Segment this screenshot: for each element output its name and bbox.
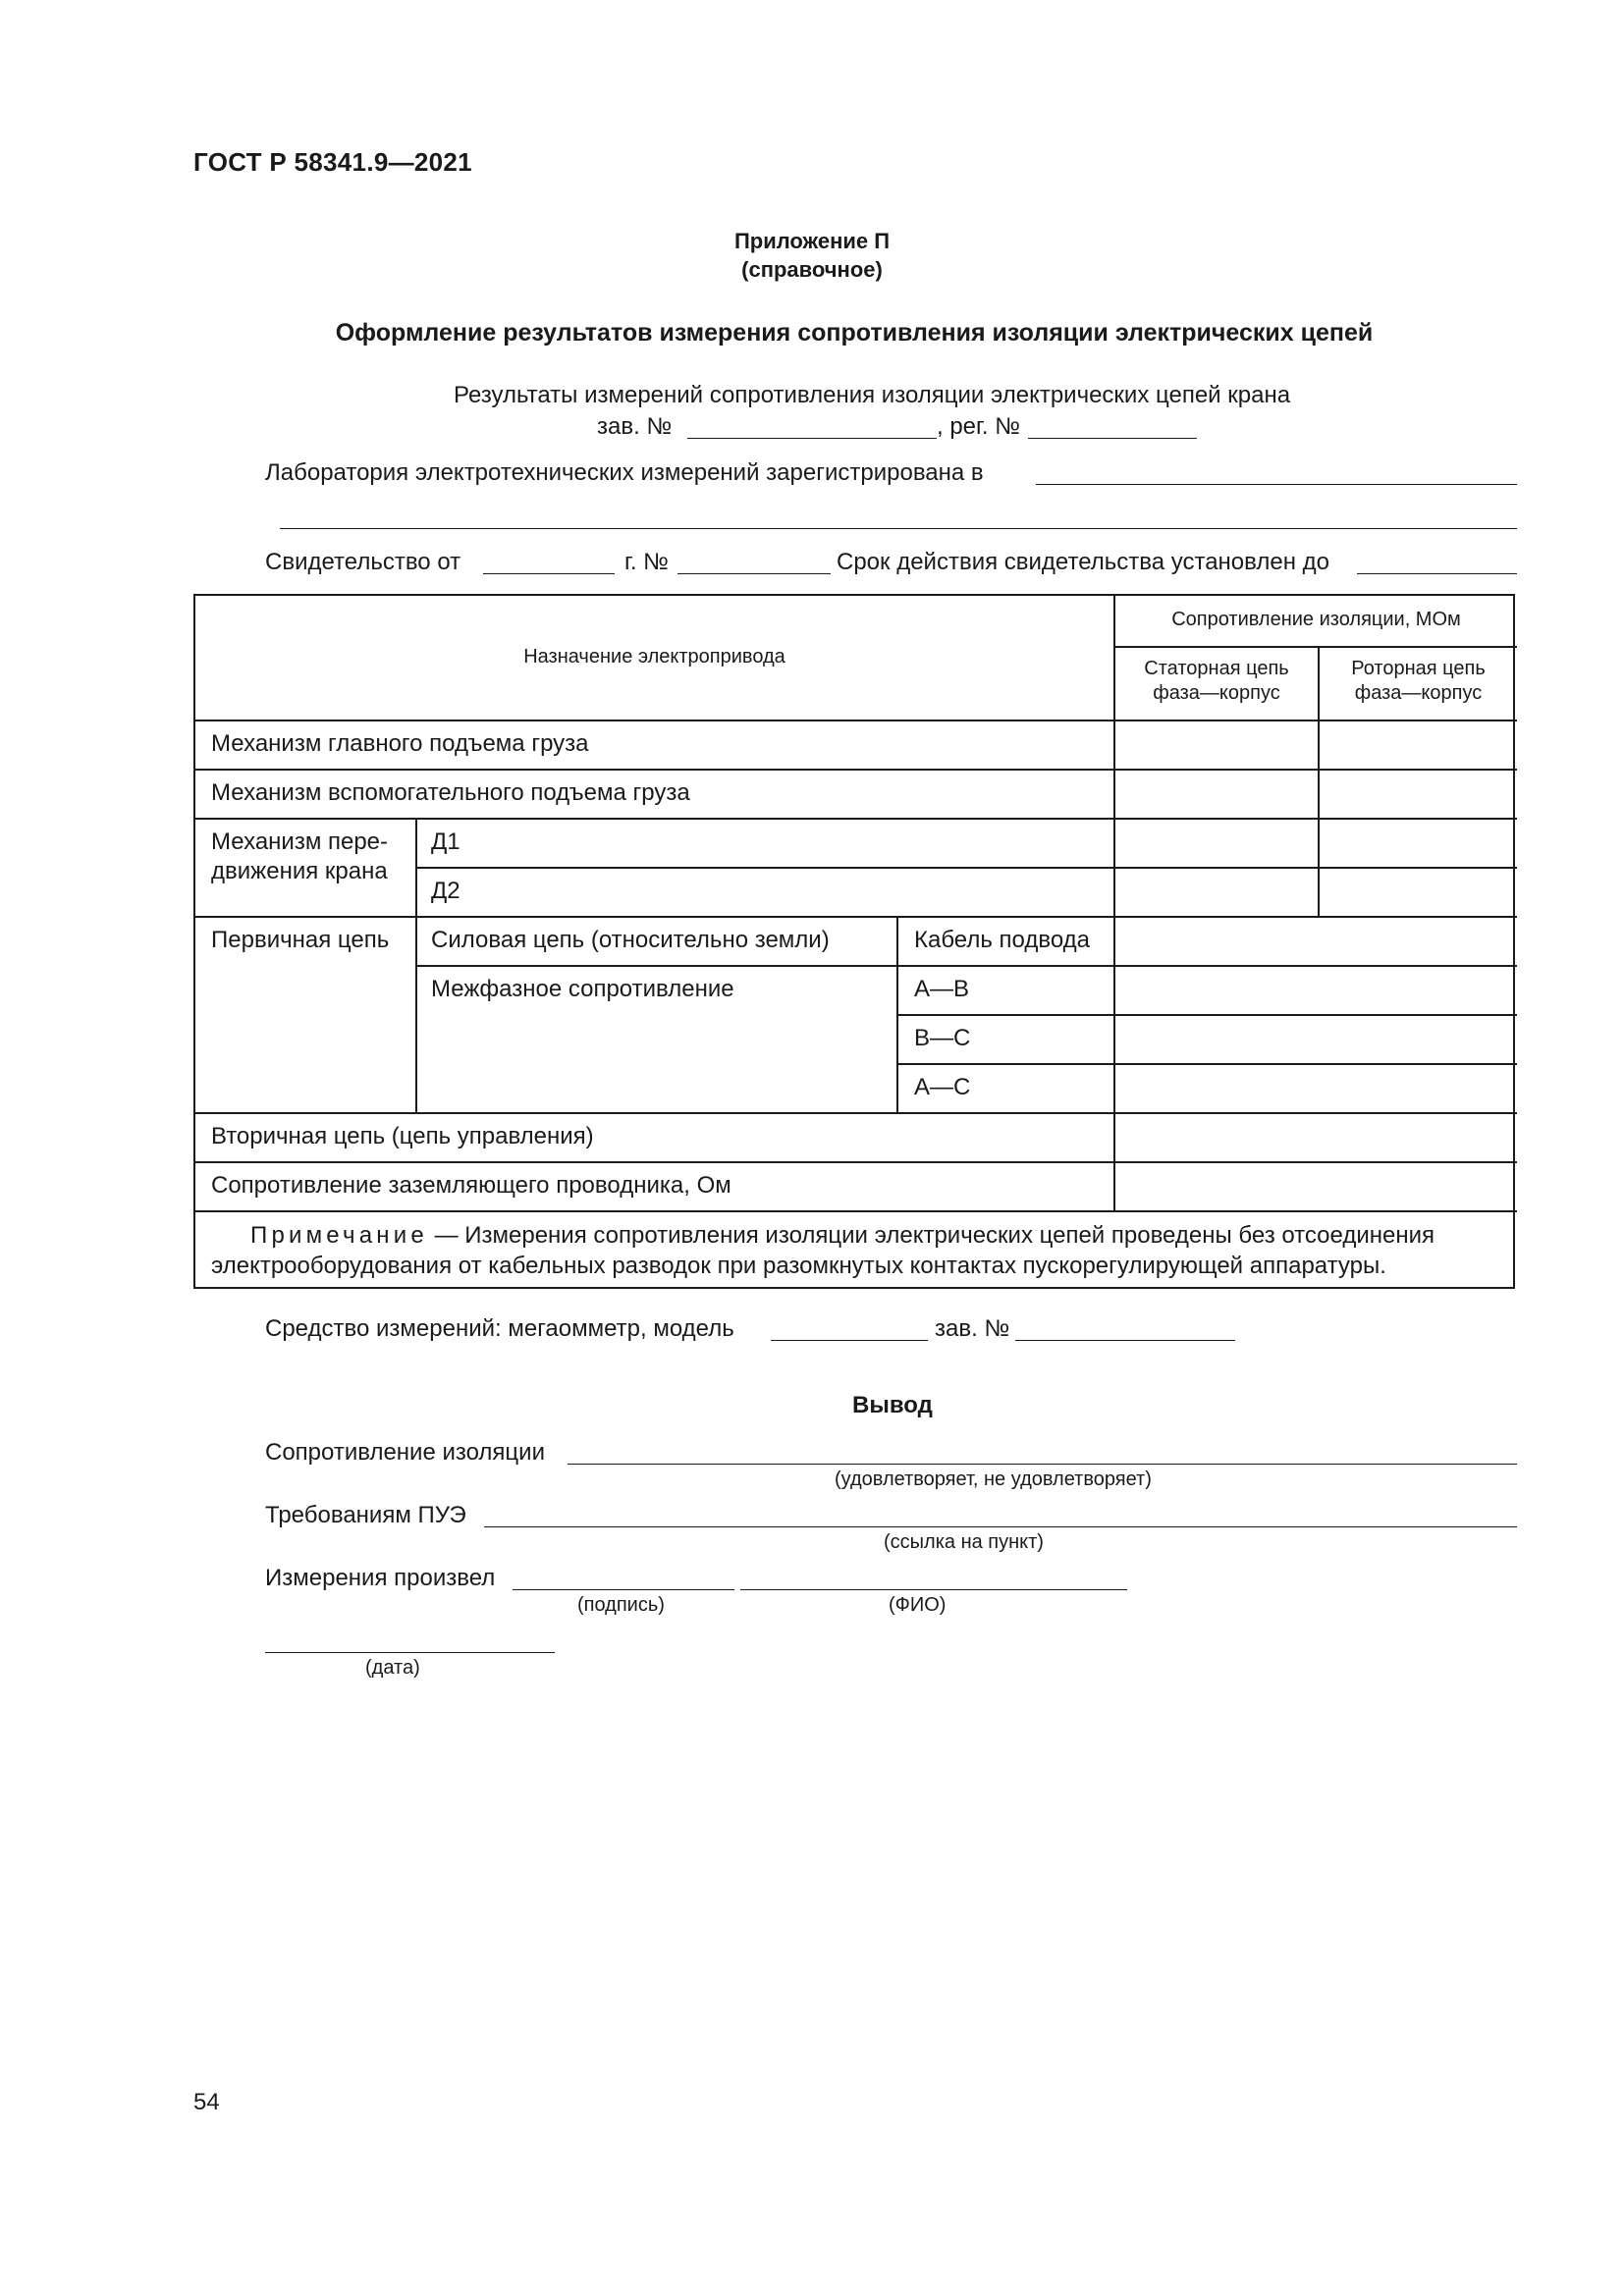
date-hint: (дата) [365, 1657, 420, 1679]
row-d1: Д1 [431, 828, 460, 855]
row-feed-cable: Кабель подвода [914, 927, 1091, 953]
name-hint: (ФИО) [889, 1594, 947, 1616]
rule [896, 916, 898, 1112]
date-field[interactable] [265, 1652, 555, 1653]
stator-header [1115, 657, 1318, 706]
rule [417, 867, 1517, 869]
results-line: Результаты измерений сопротивления изоляции электрических цепей крана [454, 382, 1291, 408]
insulation-hint: (удовлетворяет, не удовлетворяет) [835, 1468, 1152, 1490]
cert-number-field[interactable] [677, 573, 831, 574]
cert-validity-label: Срок действия свидетельства установлен до [837, 549, 1329, 575]
purpose-header: Назначение электропривода [523, 646, 785, 667]
resistance-header: Сопротивление изоляции, МОм [1171, 609, 1461, 630]
lab-field-continuation[interactable] [280, 528, 1517, 529]
rotor-header [1320, 657, 1517, 706]
annex-subtitle: (справочное) [741, 257, 883, 282]
pue-label: Требованиям ПУЭ [265, 1502, 466, 1528]
rule [1115, 646, 1517, 648]
row-aux-hoist: Механизм вспомогательного подъема груза [211, 779, 690, 806]
cert-date-field[interactable] [483, 573, 615, 574]
row-primary: Первичная цепь [211, 927, 390, 953]
rule [195, 1112, 1517, 1114]
row-ab: А—В [914, 976, 970, 1002]
document-code: ГОСТ Р 58341.9—2021 [193, 147, 472, 177]
insulation-label: Сопротивление изоляции [265, 1439, 545, 1466]
rule [415, 818, 417, 1112]
performed-label: Измерения произвел [265, 1565, 496, 1591]
instrument-model-field[interactable] [771, 1340, 928, 1341]
rule [898, 1014, 1517, 1016]
page-number: 54 [193, 2089, 220, 2115]
rule [898, 1063, 1517, 1065]
rotor-header-line2: фаза—корпус [1354, 682, 1483, 704]
rule [195, 916, 1517, 918]
insulation-field[interactable] [568, 1464, 1517, 1465]
annex-title: Приложение П [733, 229, 891, 253]
instrument-serial-label: зав. № [935, 1315, 1010, 1342]
stator-header-line1: Статорная цепь [1144, 658, 1289, 679]
row-grounding: Сопротивление заземляющего проводника, Ом [211, 1172, 731, 1199]
serial-label: зав. № [597, 413, 673, 440]
row-main-hoist: Механизм главного подъема груза [211, 730, 589, 757]
row-ac: А—С [914, 1074, 971, 1100]
pue-field[interactable] [484, 1526, 1517, 1527]
instrument-serial-field[interactable] [1015, 1340, 1235, 1341]
rule [195, 1161, 1517, 1163]
lab-label: Лаборатория электротехнических измерений зарегистрирована в [265, 459, 984, 486]
lab-field[interactable] [1036, 484, 1517, 485]
cert-validity-field[interactable] [1357, 573, 1517, 574]
note-label: Примечание [250, 1222, 428, 1249]
row-bc: В—С [914, 1025, 971, 1051]
row-d2: Д2 [431, 878, 460, 904]
serial-field[interactable] [687, 438, 937, 439]
rule [195, 1210, 1517, 1212]
resistance-table [193, 594, 1515, 1289]
name-field[interactable] [740, 1589, 1127, 1590]
signature-hint: (подпись) [577, 1594, 665, 1616]
row-secondary: Вторичная цепь (цепь управления) [211, 1123, 594, 1149]
stator-header-line2: фаза—корпус [1153, 682, 1280, 704]
note-text: — Измерения сопротивления изоляции электрических цепей проведены без отсоединения электрооборудования от кабельных разводок при разомкнутых контактах пускорегулирующей аппаратуры. [211, 1222, 1435, 1279]
signature-field[interactable] [513, 1589, 734, 1590]
cert-g-label: г. № [624, 549, 669, 575]
reg-field[interactable] [1028, 438, 1197, 439]
row-travel-line1: Механизм пере- [211, 828, 389, 855]
table-note [211, 1220, 1503, 1281]
reg-label: , рег. № [937, 413, 1020, 440]
conclusion-title: Вывод [852, 1392, 933, 1418]
row-interphase: Межфазное сопротивление [431, 976, 734, 1002]
row-power-circuit: Силовая цепь (относительно земли) [431, 927, 830, 953]
pue-hint: (ссылка на пункт) [884, 1531, 1044, 1553]
row-travel-line2: движения крана [211, 858, 388, 884]
rule [417, 965, 1517, 967]
annex-heading [0, 227, 1624, 284]
rotor-header-line1: Роторная цепь [1351, 658, 1486, 679]
cert-label: Свидетельство от [265, 549, 461, 575]
main-title: Оформление результатов измерения сопротивления изоляции электрических цепей [335, 319, 1374, 347]
instrument-label: Средство измерений: мегаомметр, модель [265, 1315, 734, 1342]
